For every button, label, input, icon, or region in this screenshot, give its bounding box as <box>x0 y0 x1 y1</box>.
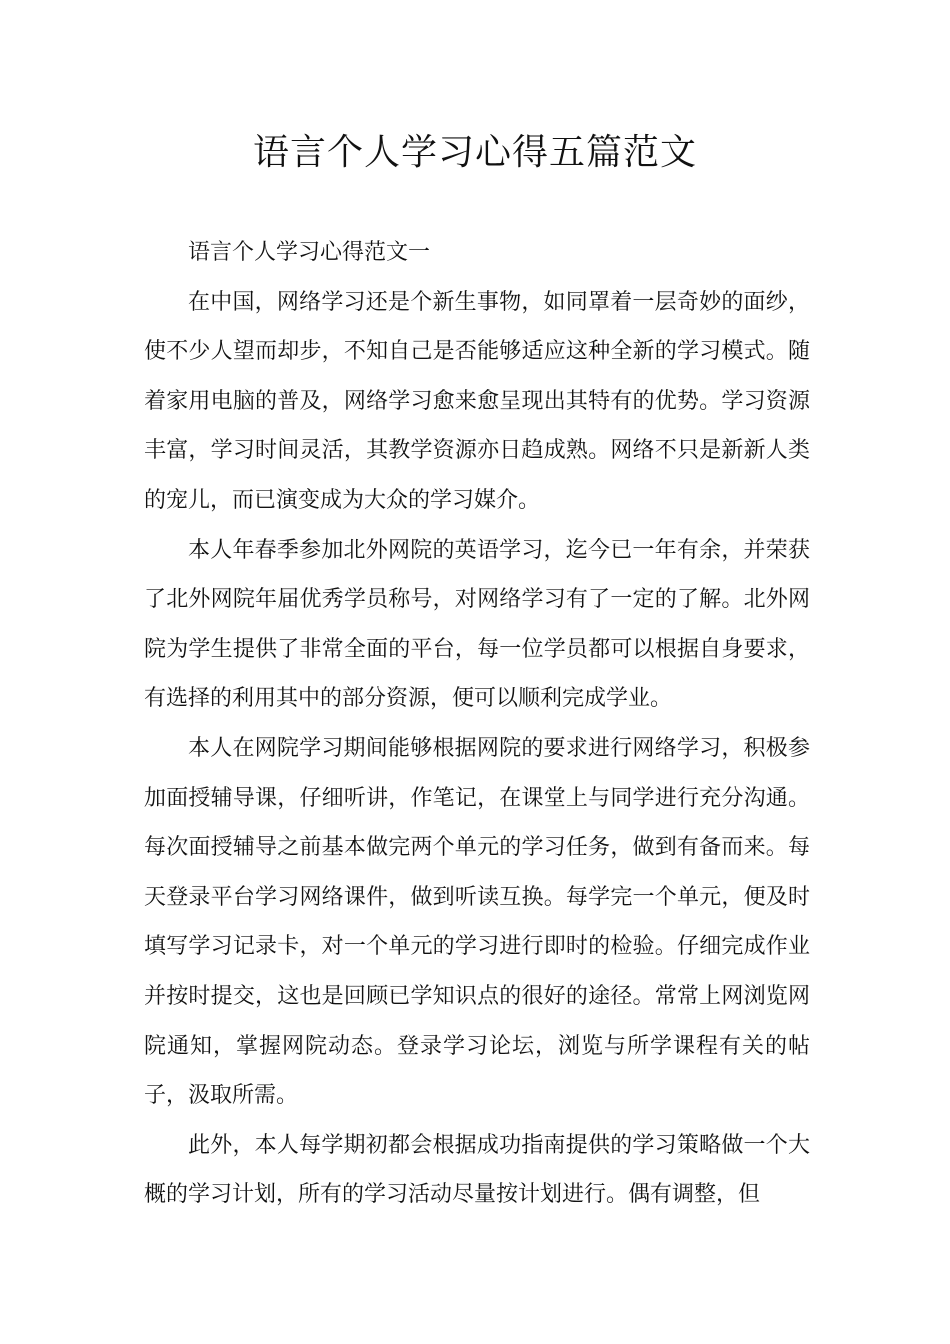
document-body <box>144 228 810 1220</box>
paragraph: 本人在网院学习期间能够根据网院的要求进行网络学习，积极参加面授辅导课，仔细听讲，作笔记，在课堂上与同学进行充分沟通。每次面授辅导之前基本做完两个单元的学习任务，做到有备而来。每天登录平台学习网络课件，做到听读互换。每学完一个单元，便及时填写学习记录卡，对一个单元的学习进行即时的检验。仔细完成作业并按时提交，这也是回顾已学知识点的很好的途径。常常上网浏览网院通知，掌握网院动态。登录学习论坛，浏览与所学课程有关的帖子，汲取所需。 <box>144 735 810 1109</box>
paragraph: 此外，本人每学期初都会根据成功指南提供的学习策略做一个大概的学习计划，所有的学习活动尽量按计划进行。偶有调整，但 <box>144 1132 810 1208</box>
paragraph: 在中国，网络学习还是个新生事物，如同罩着一层奇妙的面纱，使不少人望而却步，不知自己是否能够适应这种全新的学习模式。随着家用电脑的普及，网络学习愈来愈呈现出其特有的优势。学习资源丰富，学习时间灵活，其教学资源亦日趋成熟。网络不只是新新人类的宠儿，而已演变成为大众的学习媒介。 <box>144 289 810 513</box>
paragraph: 本人年春季参加北外网院的英语学习，迄今已一年有余，并荣获了北外网院年届优秀学员称号，对网络学习有了一定的了解。北外网院为学生提供了非常全面的平台，每一位学员都可以根据自身要求，有选择的利用其中的部分资源，便可以顺利完成学业。 <box>144 537 810 712</box>
section-heading: 语言个人学习心得范文一 <box>188 240 431 265</box>
document-title: 语言个人学习心得五篇范文 <box>252 132 697 173</box>
